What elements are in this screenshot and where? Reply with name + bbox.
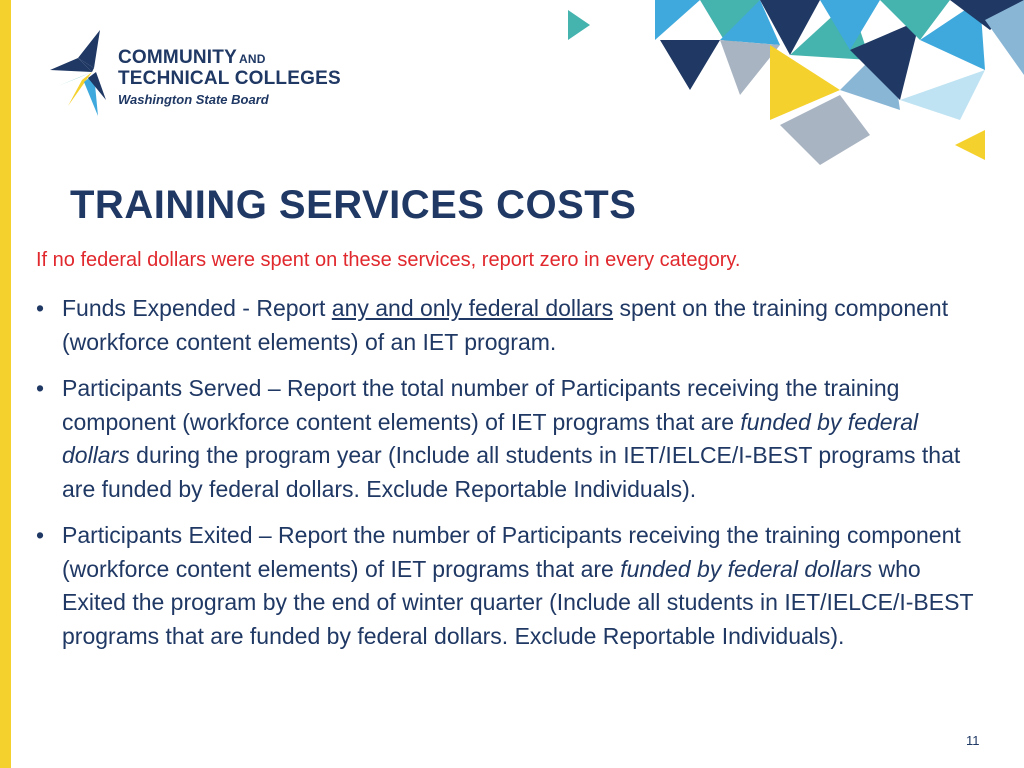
- bullet-dot: •: [36, 295, 45, 321]
- bullet-dot: •: [36, 375, 45, 401]
- bullet-italic-text: funded by federal dollars: [62, 408, 919, 468]
- bullet-lead: Participants Served: [62, 375, 262, 401]
- bullet-lead: Funds Expended -: [62, 295, 250, 321]
- decorative-triangles: [554, 0, 1024, 170]
- logo: [48, 28, 368, 118]
- bullet-text: who Exited the program by the end of winter quarter (Include all students in IET/IELCE/I-BEST programs that are funded by federal dollars. Exclude Reportable Individuals).: [62, 555, 974, 649]
- logo-text: [118, 48, 341, 106]
- bullet-lead: Participants Exited –: [62, 522, 272, 548]
- left-accent-bar: [0, 0, 11, 768]
- logo-line-1: COMMUNITY AND: [118, 47, 266, 68]
- bullet-dot: •: [36, 522, 45, 548]
- logo-line-3: Washington State Board: [118, 92, 269, 107]
- bullet-participants-exited: [36, 519, 986, 653]
- slide-title: TRAINING SERVICES COSTS: [70, 183, 637, 227]
- notice-text: If no federal dollars were spent on these services, report zero in every category.: [36, 249, 741, 271]
- bullet-funds-expended: [36, 292, 986, 359]
- bullet-list: [36, 292, 986, 666]
- star-burst-icon: [48, 28, 118, 118]
- bullet-text: spent on the training component (workforce content elements) of an IET program.: [62, 295, 949, 355]
- logo-line-2: TECHNICAL COLLEGES: [118, 68, 341, 89]
- bullet-text: Report: [249, 295, 332, 321]
- bullet-text: during the program year (Include all students in IET/IELCE/I-BEST programs that are funded by federal dollars. Exclude Reportable Individuals).: [62, 442, 961, 502]
- bullet-participants-served: [36, 372, 986, 506]
- bullet-text: – Report the total number of Participants receiving the training component (workforce content elements) of IET programs that are: [62, 375, 900, 435]
- bullet-italic-text: funded by federal dollars: [620, 555, 873, 582]
- page-number: 11: [966, 733, 980, 748]
- bullet-underlined-text: any and only federal dollars: [331, 295, 614, 321]
- bullet-text: Report the number of Participants receiving the training component (workforce content elements) of IET programs that are: [62, 522, 961, 582]
